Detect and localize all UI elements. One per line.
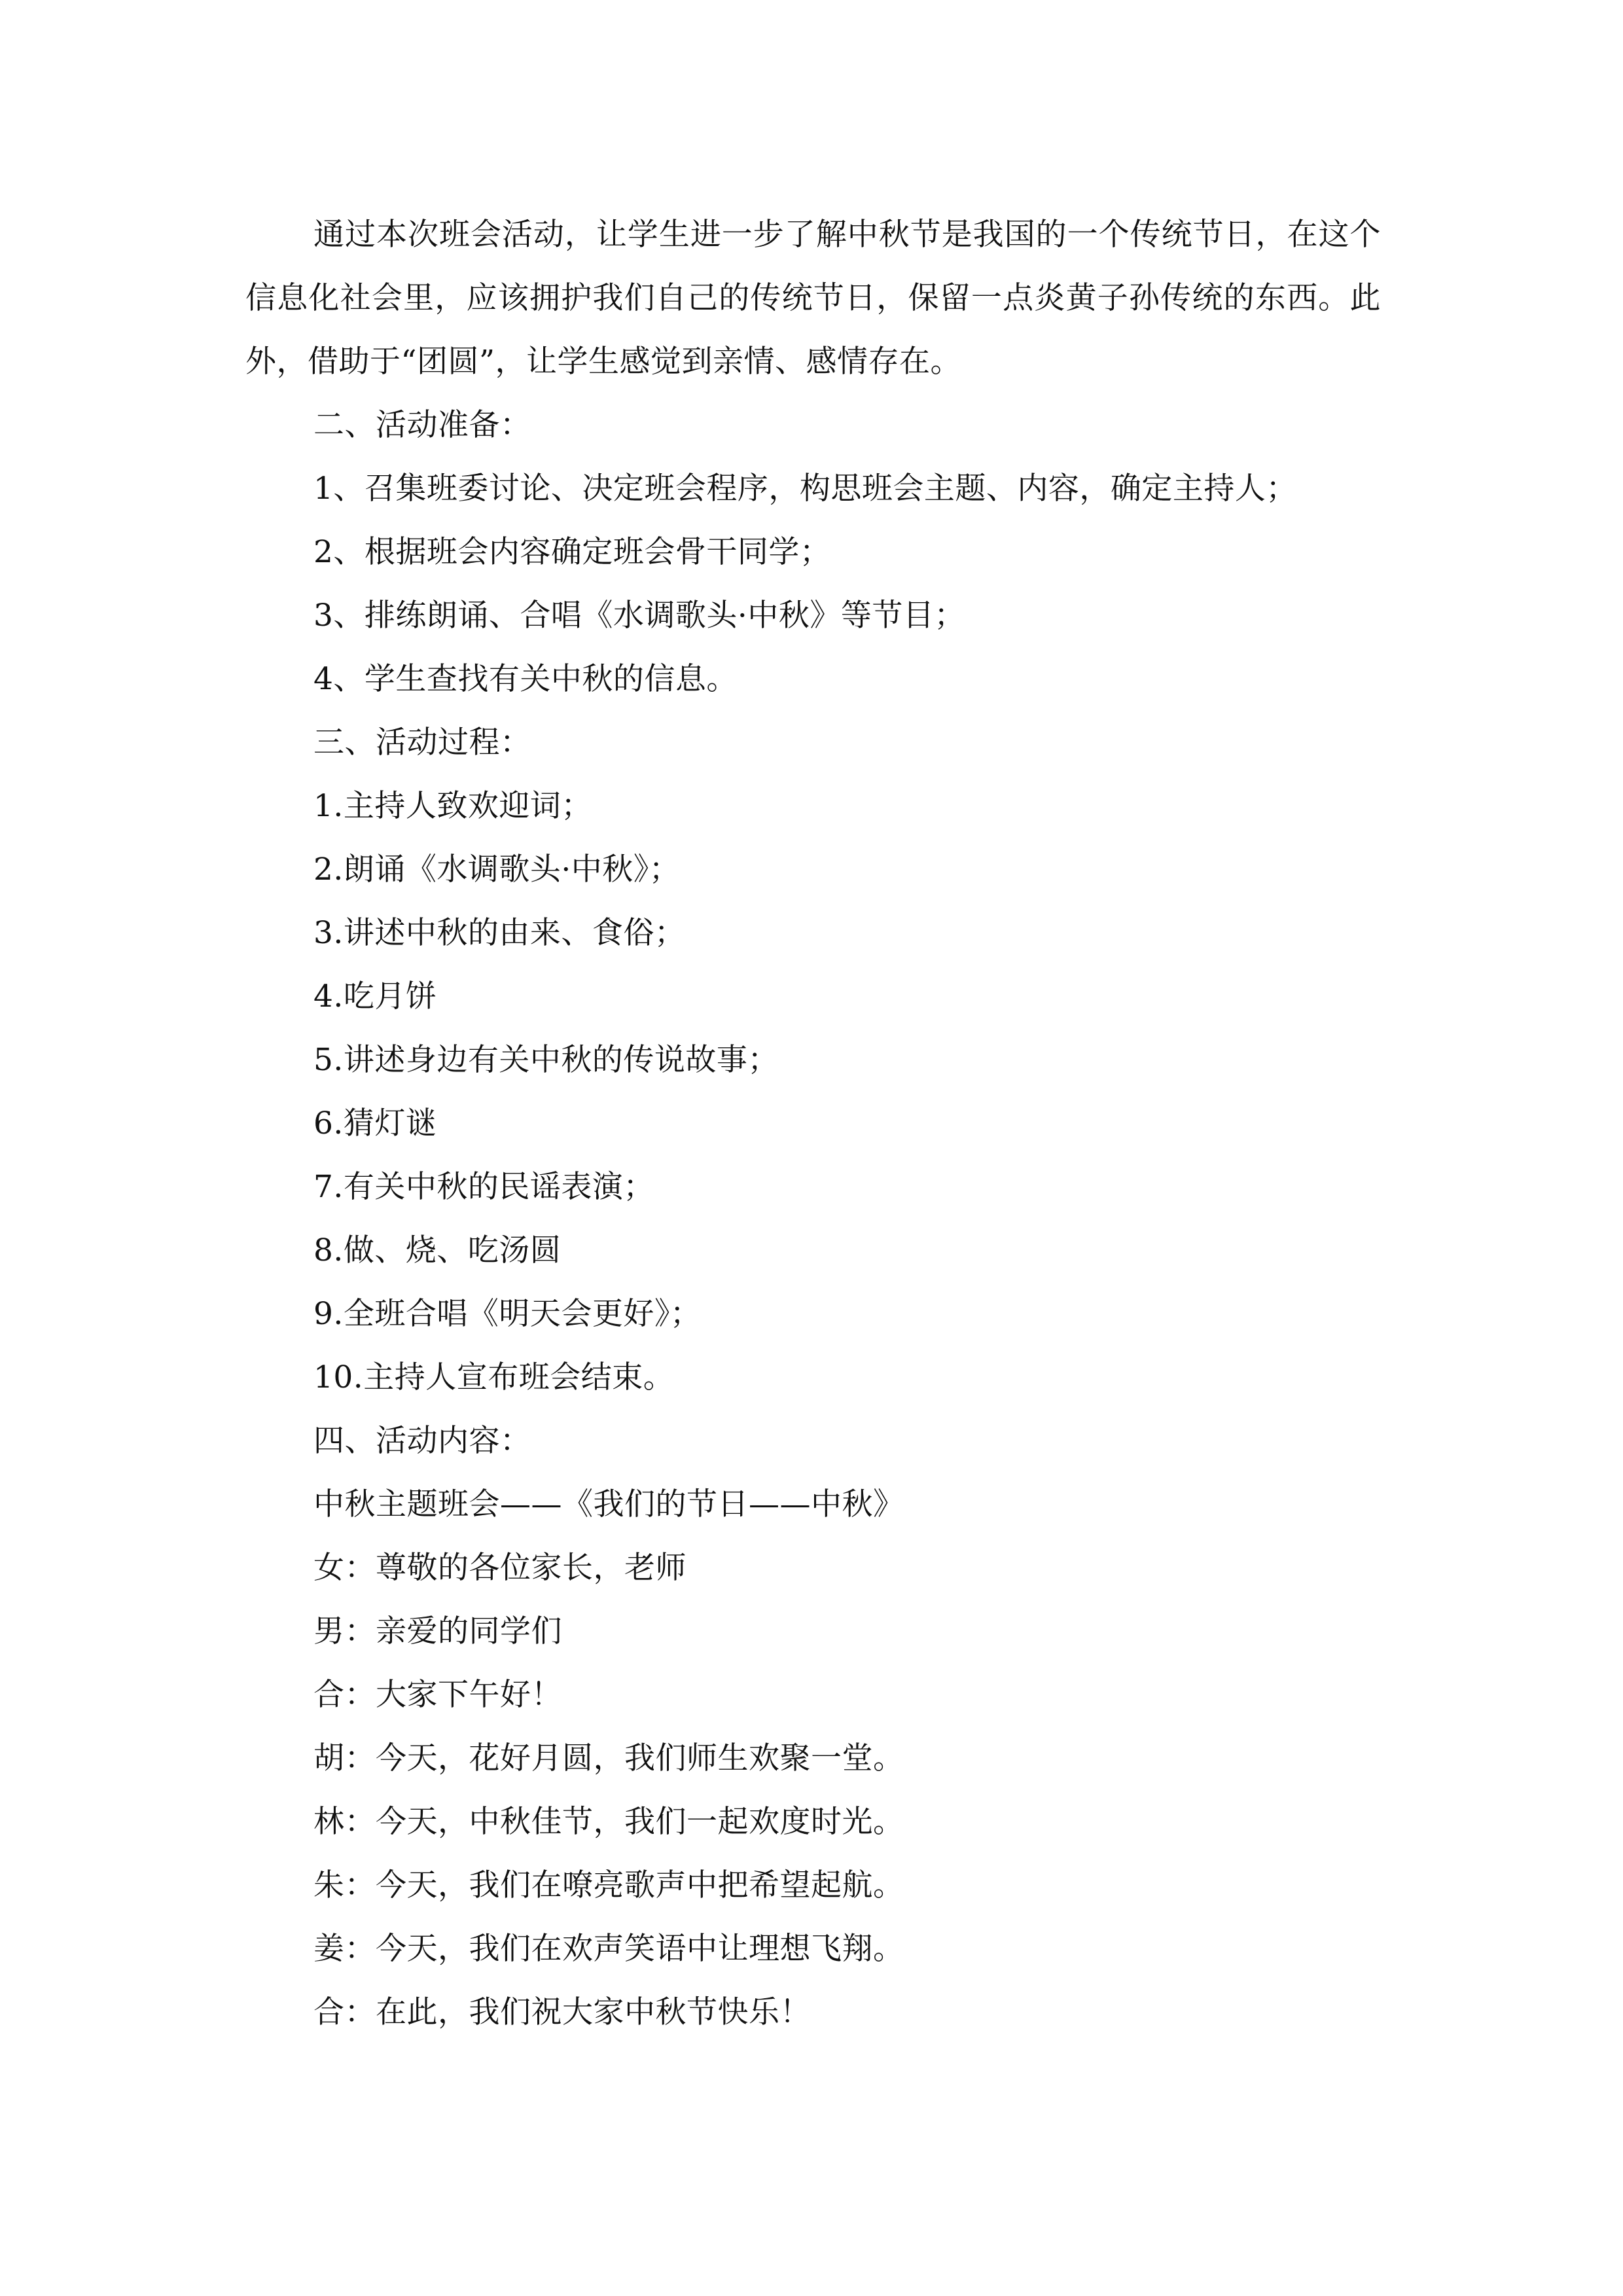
preparation-item: 1、召集班委讨论、决定班会程序，构思班会主题、内容，确定主持人； bbox=[313, 471, 1297, 507]
script-line: 林：今天，中秋佳节，我们一起欢度时光。 bbox=[313, 1804, 904, 1840]
section-heading-process: 三、活动过程： bbox=[313, 725, 531, 761]
process-item: 9.全班合唱《明天会更好》； bbox=[313, 1296, 702, 1332]
script-line: 姜：今天，我们在欢声笑语中让理想飞翔。 bbox=[313, 1931, 904, 1967]
script-line: 胡：今天，花好月圆，我们师生欢聚一堂。 bbox=[313, 1740, 904, 1776]
script-line: 女：尊敬的各位家长，老师 bbox=[313, 1550, 687, 1586]
script-line: 朱：今天，我们在嘹亮歌声中把希望起航。 bbox=[313, 1867, 904, 1903]
section-heading-content: 四、活动内容： bbox=[313, 1423, 531, 1459]
preparation-item: 4、学生查找有关中秋的信息。 bbox=[313, 661, 738, 697]
document-body bbox=[245, 203, 1381, 2044]
process-item: 4.吃月饼 bbox=[313, 978, 437, 1014]
document-lines bbox=[245, 393, 1381, 2044]
preparation-item: 3、排练朗诵、合唱《水调歌头·中秋》等节目； bbox=[313, 598, 965, 634]
process-item: 6.猜灯谜 bbox=[313, 1105, 437, 1141]
section-heading-preparation: 二、活动准备： bbox=[313, 407, 531, 443]
process-item: 8.做、烧、吃汤圆 bbox=[313, 1232, 562, 1268]
content-title: 中秋主题班会——《我们的节日——中秋》 bbox=[313, 1486, 904, 1522]
process-item: 3.讲述中秋的由来、食俗； bbox=[313, 915, 686, 951]
script-line: 合：在此，我们祝大家中秋节快乐！ bbox=[313, 1994, 811, 2030]
script-line: 合：大家下午好！ bbox=[313, 1677, 562, 1713]
intro-paragraph: 通过本次班会活动，让学生进一步了解中秋节是我国的一个传统节日，在这个信息化社会里，应该拥护我们自己的传统节日，保留一点炎黄子孙传统的东西。此外，借助于“团圆”，让学生感觉到亲情、感情存在。 bbox=[245, 217, 1381, 380]
process-item: 7.有关中秋的民谣表演； bbox=[313, 1169, 654, 1205]
process-item: 1.主持人致欢迎词； bbox=[313, 788, 592, 824]
process-item: 10.主持人宣布班会结束。 bbox=[313, 1359, 675, 1395]
preparation-item: 2、根据班会内容确定班会骨干同学； bbox=[313, 534, 831, 570]
process-item: 5.讲述身边有关中秋的传说故事； bbox=[313, 1042, 779, 1078]
script-line: 男：亲爱的同学们 bbox=[313, 1613, 562, 1649]
process-item: 2.朗诵《水调歌头·中秋》； bbox=[313, 852, 681, 888]
